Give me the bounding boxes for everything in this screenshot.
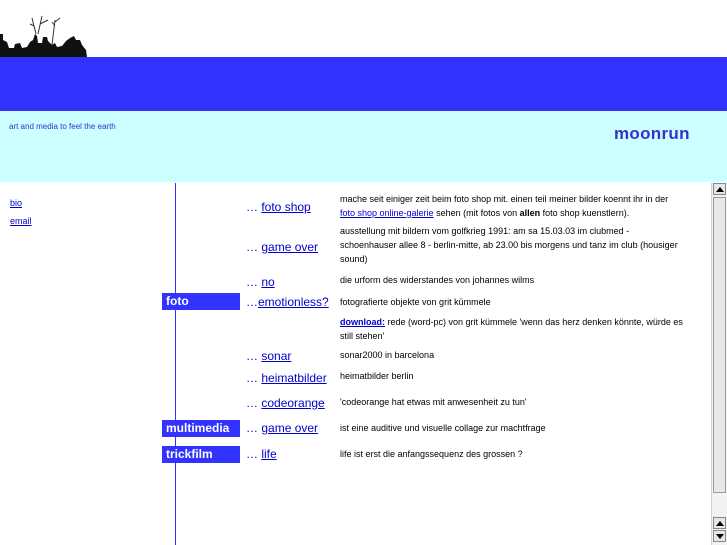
brand-title: moonrun xyxy=(614,124,690,143)
header-top xyxy=(0,0,727,57)
entry-title: … game over xyxy=(246,240,319,254)
entry-link-codeorange[interactable]: codeorange xyxy=(261,396,325,410)
entry-title: … sonar xyxy=(246,349,292,363)
entry-desc: life ist erst die anfangssequenz des grossen ? xyxy=(340,449,523,459)
entry-desc: ausstellung mit bildern vom golfkrieg 1991: am sa 15.03.03 im clubmed - schoenhauser allee 8 - berlin-mitte, ab 23.00 bis morgens und tanz im club (housiger sound) xyxy=(340,226,678,264)
entry-desc: download: rede (word-pc) von grit kümmele 'wenn das herz denken könnte, würde es still stehen' xyxy=(340,317,683,341)
tagline: art and media to feel the earth xyxy=(9,122,116,131)
entry-title: … foto shop xyxy=(246,200,311,214)
entry-desc: ist eine auditive und visuelle collage zur machtfrage xyxy=(340,423,546,433)
scroll-thumb[interactable] xyxy=(713,197,726,493)
entry-title: …emotionless? xyxy=(246,295,329,309)
entry-link-life[interactable]: life xyxy=(261,447,277,461)
entry-link-no[interactable]: no xyxy=(261,275,275,289)
entry-link-heimatbilder[interactable]: heimatbilder xyxy=(261,371,327,385)
download-link[interactable]: download: xyxy=(340,317,385,327)
category-trickfilm: trickfilm xyxy=(162,446,240,463)
entry-title: … game over xyxy=(246,421,319,435)
sidebar-link-email[interactable]: email xyxy=(10,216,32,226)
entry-link-emotionless[interactable]: emotionless? xyxy=(258,295,329,309)
entry-desc: fotografierte objekte von grit kümmele xyxy=(340,297,491,307)
arrow-up-icon xyxy=(716,187,724,192)
entry-title: … codeorange xyxy=(246,396,325,410)
entry-link-game-over[interactable]: game over xyxy=(261,240,319,254)
scroll-up-button[interactable] xyxy=(713,183,726,195)
entry-link-game-over-2[interactable]: game over xyxy=(261,421,319,435)
entry-desc: heimatbilder berlin xyxy=(340,371,414,381)
skyline-logo xyxy=(0,12,90,57)
entry-link-foto-shop[interactable]: foto shop xyxy=(261,200,311,214)
category-multimedia: multimedia xyxy=(162,420,240,437)
entry-desc: sonar2000 in barcelona xyxy=(340,350,435,360)
header-blue-band xyxy=(0,57,727,111)
arrow-up-icon xyxy=(716,521,724,526)
sidebar-links xyxy=(10,198,32,234)
entry-title: … life xyxy=(246,447,277,461)
entry-title: … no xyxy=(246,275,275,289)
arrow-down-icon xyxy=(716,534,724,539)
sidebar-link-bio[interactable]: bio xyxy=(10,198,23,208)
category-foto: foto xyxy=(162,293,240,310)
foto-shop-gallery-link[interactable]: foto shop online-galerie xyxy=(340,208,434,218)
scroll-down-button[interactable] xyxy=(713,530,726,542)
scroll-page-up-button[interactable] xyxy=(713,517,726,529)
scrollbar[interactable] xyxy=(711,183,727,545)
entry-desc: die urform des widerstandes von johannes wilms xyxy=(340,275,535,285)
entry-desc: 'codeorange hat etwas mit anwesenheit zu tun' xyxy=(340,397,527,407)
entry-title: … heimatbilder xyxy=(246,371,327,385)
entry-desc: mache seit einiger zeit beim foto shop mit. einen teil meiner bilder koennt ihr in der foto shop online-galerie sehen (mit fotos von allen foto shop kuenstlern). xyxy=(340,194,669,218)
vertical-divider xyxy=(175,183,176,545)
entry-link-sonar[interactable]: sonar xyxy=(261,349,292,363)
